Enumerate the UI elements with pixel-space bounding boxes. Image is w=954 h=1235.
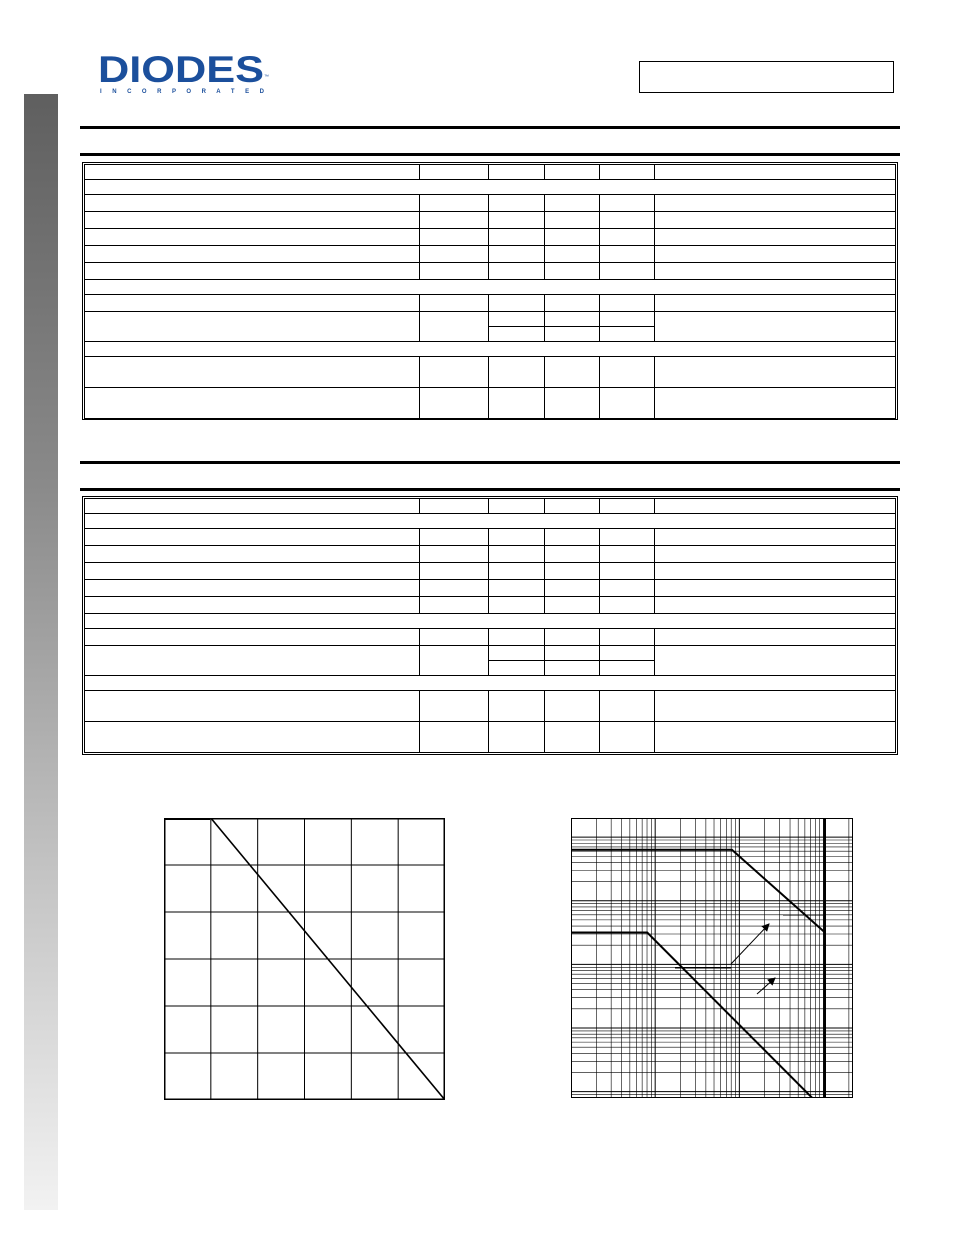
section-rule-bottom-2 [80, 488, 900, 491]
table-row [85, 263, 896, 280]
table-row [85, 646, 896, 661]
table-row [85, 514, 896, 529]
table-row [85, 246, 896, 263]
section-rule-top-1 [80, 126, 900, 129]
table-row [85, 165, 896, 180]
spec-table-2 [82, 496, 898, 755]
derating-chart [164, 818, 445, 1100]
chart-grid [571, 818, 853, 1098]
table-row [85, 212, 896, 229]
table-row [85, 180, 896, 195]
section-rule-bottom-1 [80, 153, 900, 156]
diodes-logo [98, 48, 270, 96]
table-row [85, 597, 896, 614]
side-gradient-bar [24, 94, 58, 1210]
logo-trademark: ™ [264, 74, 269, 80]
pointer-arrow-b [757, 978, 775, 994]
table-row [85, 546, 896, 563]
table-row [85, 580, 896, 597]
table-row [85, 722, 896, 753]
logo-subtitle: I N C O R P O R A T E D [100, 89, 265, 95]
table-row [85, 388, 896, 419]
table-row [85, 229, 896, 246]
logo-wordmark: DIODES [98, 49, 264, 90]
chart-grid [164, 818, 445, 1100]
table-row [85, 312, 896, 327]
table-row [85, 280, 896, 295]
table-row [85, 614, 896, 629]
table-row [85, 676, 896, 691]
log-log-chart [571, 818, 853, 1098]
table-row [85, 529, 896, 546]
pointer-arrow-a [731, 924, 769, 964]
table-row [85, 342, 896, 357]
table-row [85, 563, 896, 580]
table-row [85, 691, 896, 722]
table-row [85, 357, 896, 388]
section-rule-top-2 [80, 461, 900, 464]
table-row [85, 629, 896, 646]
table-row [85, 195, 896, 212]
spec-table-1 [82, 162, 898, 420]
part-number-box [639, 61, 894, 93]
chart-series-line-b [571, 933, 825, 1099]
table-row [85, 295, 896, 312]
table-row [85, 499, 896, 514]
